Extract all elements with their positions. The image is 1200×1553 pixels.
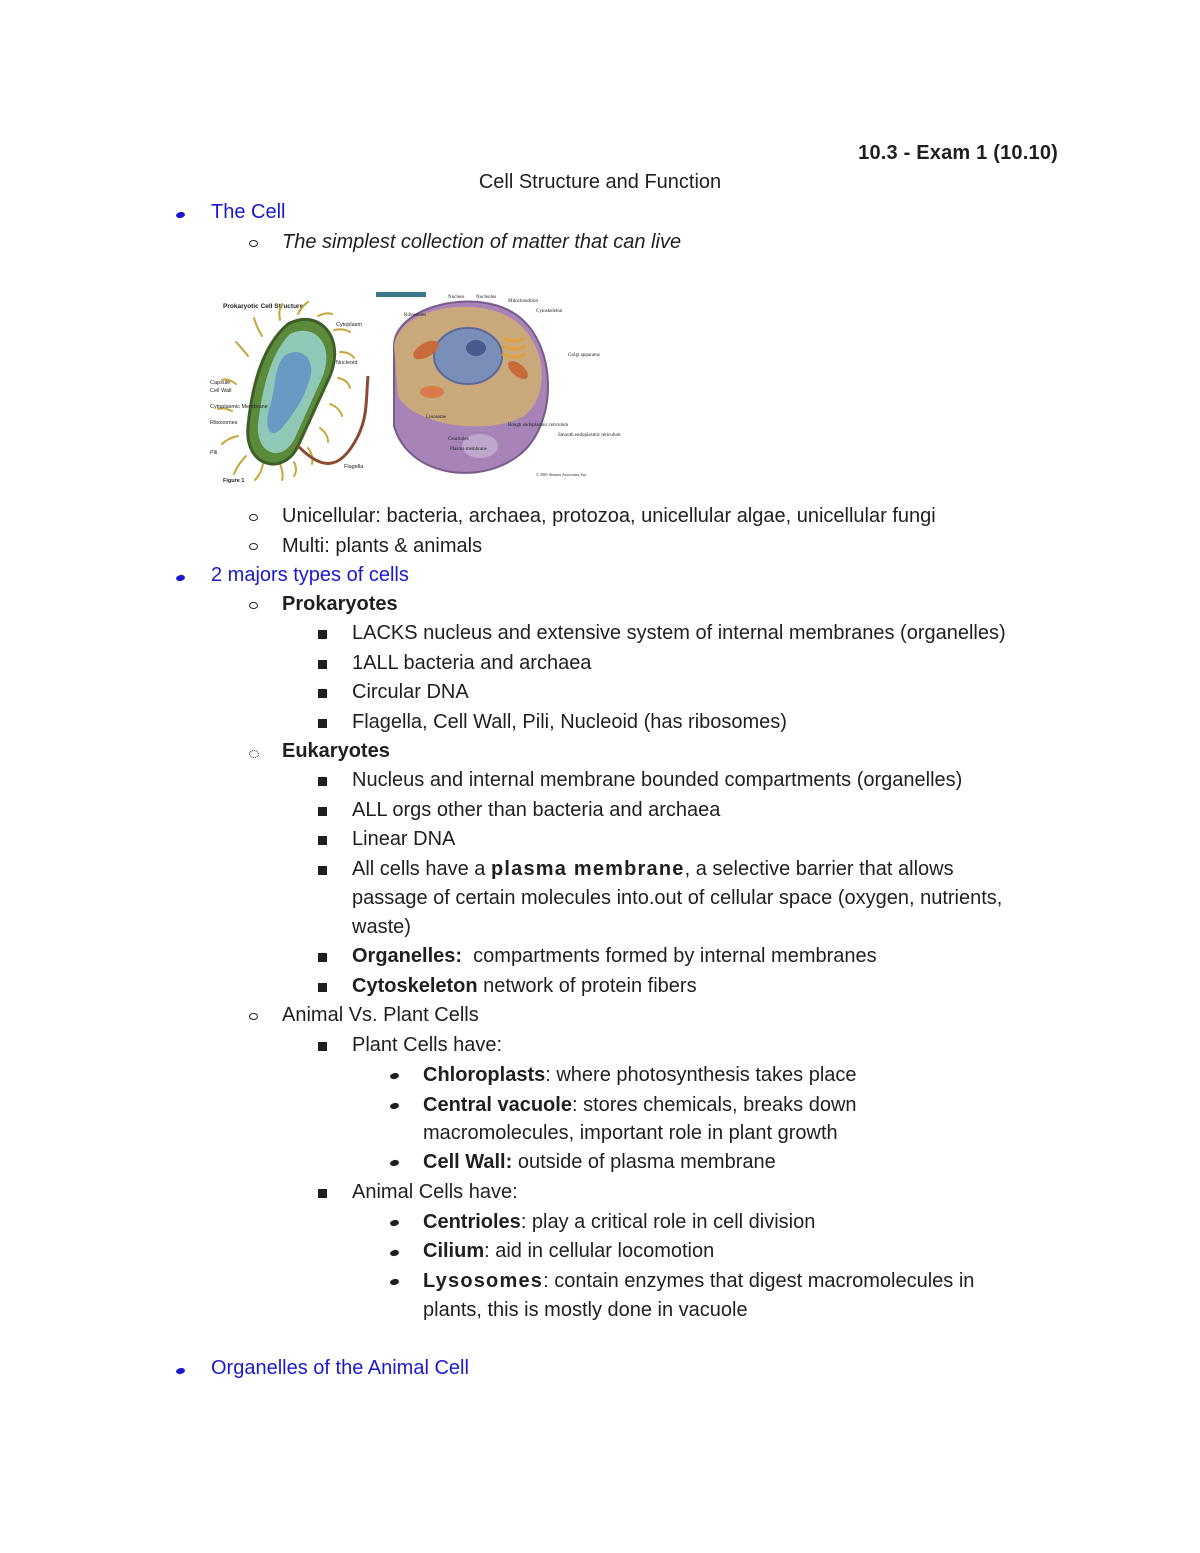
chloroplasts-term: Chloroplasts bbox=[423, 1064, 546, 1086]
cellwall-text: outside of plasma membrane bbox=[512, 1151, 776, 1173]
vacuole-term: Central vacuole bbox=[423, 1094, 572, 1116]
multi-item: Multi: plants & animals bbox=[282, 535, 483, 557]
figure-caption: Figure 1 bbox=[223, 478, 245, 484]
plasma-term: plasma membrane bbox=[490, 858, 685, 880]
square-bullet-icon bbox=[318, 719, 327, 728]
square-bullet-icon bbox=[318, 953, 327, 962]
prokaryotes-label: Prokaryotes bbox=[282, 593, 398, 615]
bullet-icon bbox=[175, 211, 185, 219]
square-bullet-icon bbox=[318, 1189, 327, 1198]
heading-cell-types: 2 majors types of cells bbox=[211, 564, 409, 586]
cell-diagram-figure bbox=[210, 286, 621, 486]
cytoskeleton-term: Cytoskeleton bbox=[352, 975, 478, 997]
organelles-item bbox=[352, 942, 877, 971]
label-cytoplasm: Cytoplasm bbox=[336, 322, 362, 328]
cytoskeleton-item bbox=[352, 972, 697, 1001]
bullet-icon bbox=[389, 1072, 399, 1080]
label-flagella: Flagella bbox=[344, 464, 364, 470]
square-bullet-icon bbox=[318, 983, 327, 992]
list-item: Nucleus and internal membrane bounded compartments (organelles) bbox=[352, 769, 963, 791]
square-bullet-icon bbox=[318, 660, 327, 669]
label-smooth-er: Smooth endoplasmic reticulum bbox=[558, 433, 621, 438]
cell-wall-item bbox=[423, 1148, 776, 1177]
plasma-line-2: passage of certain molecules into.out of cellular space (oxygen, nutrients, bbox=[352, 887, 1003, 909]
label-cytoskeleton: Cytoskeleton bbox=[536, 309, 563, 314]
square-bullet-icon bbox=[318, 866, 327, 875]
label-golgi: Golgi apparatus bbox=[568, 353, 600, 358]
centrioles-term: Centrioles bbox=[423, 1211, 521, 1233]
organelles-text: compartments formed by internal membranes bbox=[462, 945, 877, 967]
label-eu-ribosomes: Ribosomes bbox=[404, 313, 427, 318]
centrioles-text: : play a critical role in cell division bbox=[520, 1211, 816, 1233]
eukaryotes-label: Eukaryotes bbox=[282, 740, 390, 762]
bullet-icon bbox=[175, 574, 185, 582]
list-item: ALL orgs other than bacteria and archaea bbox=[352, 799, 721, 821]
list-item: LACKS nucleus and extensive system of internal membranes (organelles) bbox=[352, 622, 1006, 644]
label-plasma-membrane: Plasma membrane bbox=[450, 447, 487, 452]
hollow-bullet-icon bbox=[249, 602, 258, 609]
list-item: 1ALL bacteria and archaea bbox=[352, 652, 592, 674]
list-item: Circular DNA bbox=[352, 681, 469, 703]
hollow-bullet-icon bbox=[249, 240, 258, 247]
cilium-text: : aid in cellular locomotion bbox=[484, 1240, 715, 1262]
hollow-bullet-icon bbox=[249, 514, 258, 521]
organelles-term: Organelles: bbox=[352, 945, 463, 967]
vacuole-line-2: macromolecules, important role in plant growth bbox=[423, 1122, 838, 1144]
cellwall-term: Cell Wall: bbox=[423, 1151, 513, 1173]
chloroplasts-text: : where photosynthesis takes place bbox=[545, 1064, 857, 1086]
lysosomes-line-2: plants, this is mostly done in vacuole bbox=[423, 1299, 748, 1321]
unicellular-item: Unicellular: bacteria, archaea, protozoa, unicellular algae, unicellular fungi bbox=[282, 505, 936, 527]
label-centrioles: Centrioles bbox=[448, 437, 469, 442]
bullet-icon bbox=[389, 1219, 399, 1227]
animal-vs-plant-label: Animal Vs. Plant Cells bbox=[282, 1004, 479, 1026]
cilium-term: Cilium bbox=[423, 1240, 485, 1262]
lysosomes-text: : contain enzymes that digest macromolecules in bbox=[543, 1270, 975, 1292]
plasma-membrane-item bbox=[352, 855, 954, 884]
plasma-post: , a selective barrier that allows bbox=[684, 858, 954, 880]
date-header: 10.3 - Exam 1 (10.10) bbox=[858, 142, 1058, 164]
plant-cells-label: Plant Cells have: bbox=[352, 1034, 503, 1056]
label-cell-wall: Cell Wall bbox=[210, 388, 232, 394]
bullet-icon bbox=[389, 1159, 399, 1167]
cytoskeleton-text: network of protein fibers bbox=[477, 975, 697, 997]
bullet-icon bbox=[175, 1367, 185, 1375]
lysosomes-term: Lysosomes bbox=[423, 1270, 544, 1292]
heading-the-cell: The Cell bbox=[211, 201, 286, 223]
label-ribosomes: Ribosomes bbox=[210, 420, 238, 426]
label-nucleoid: Nucleoid bbox=[336, 360, 358, 366]
label-cytoplasmic-membrane: Cytoplasmic Membrane bbox=[210, 404, 268, 410]
square-bullet-icon bbox=[318, 836, 327, 845]
figure-tag bbox=[376, 292, 426, 297]
cilium-item bbox=[423, 1237, 714, 1266]
label-mitochondrion: Mitochondrion bbox=[508, 299, 538, 304]
vacuole-text: : stores chemicals, breaks down bbox=[571, 1094, 857, 1116]
hollow-bullet-icon bbox=[249, 1013, 258, 1020]
square-bullet-icon bbox=[318, 630, 327, 639]
page-title: Cell Structure and Function bbox=[478, 171, 722, 193]
chloroplasts-item bbox=[423, 1061, 857, 1090]
label-nucleolus: Nucleolus bbox=[476, 295, 497, 300]
label-capsule: Capsule bbox=[210, 380, 231, 386]
label-lysosome: Lysosome bbox=[426, 415, 447, 420]
list-item: Flagella, Cell Wall, Pili, Nucleoid (has ribosomes) bbox=[352, 711, 787, 733]
prokaryote-title: Prokaryotic Cell Structure bbox=[223, 303, 304, 310]
vacuole-item bbox=[423, 1091, 857, 1120]
bullet-icon bbox=[389, 1102, 399, 1110]
figure-copyright: © 2001 Sinauer Associates, Inc. bbox=[536, 472, 588, 477]
heading-organelles: Organelles of the Animal Cell bbox=[211, 1357, 469, 1379]
animal-cells-label: Animal Cells have: bbox=[352, 1181, 518, 1203]
dotted-bullet-icon bbox=[249, 750, 259, 758]
label-rough-er: Rough endoplasmic reticulum bbox=[508, 423, 569, 428]
lysosomes-item bbox=[423, 1267, 974, 1296]
square-bullet-icon bbox=[318, 777, 327, 786]
bullet-icon bbox=[389, 1278, 399, 1286]
label-pili: Pili bbox=[210, 450, 218, 456]
plasma-line-3: waste) bbox=[352, 916, 411, 938]
square-bullet-icon bbox=[318, 807, 327, 816]
plasma-pre: All cells have a bbox=[352, 858, 491, 880]
bullet-icon bbox=[389, 1249, 399, 1257]
label-nucleus: Nucleus bbox=[448, 295, 465, 300]
square-bullet-icon bbox=[318, 1042, 327, 1051]
list-item: Linear DNA bbox=[352, 828, 456, 850]
cell-definition: The simplest collection of matter that can live bbox=[282, 231, 682, 253]
prokaryote-cell bbox=[218, 302, 368, 480]
centrioles-item bbox=[423, 1208, 815, 1237]
hollow-bullet-icon bbox=[249, 543, 258, 550]
square-bullet-icon bbox=[318, 689, 327, 698]
